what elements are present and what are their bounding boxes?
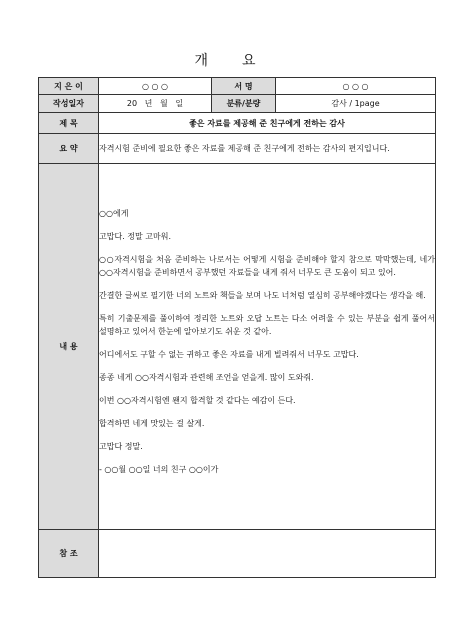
letter-paragraph: 종종 네게 ○○자격시험과 관련해 조언을 얻을게. 많이 도와줘. [99,373,314,382]
category-value: 감사 / 1page [276,95,436,113]
content-label: 내 용 [39,164,99,530]
title-char-1: 개 [194,53,208,69]
author-row [39,78,436,95]
summary-row [39,134,436,164]
letter-body [99,164,436,530]
author-value: ○ ○ ○ [99,78,212,95]
subject-value: 좋은 자료를 제공해 준 친구에게 전하는 감사 [99,113,436,134]
letter-paragraph: 어디에서도 구할 수 없는 귀하고 좋은 자료를 내게 빌려줘서 너무도 고맙다. [99,350,359,359]
summary-value: 자격시험 준비에 필요한 좋은 자료를 제공해 준 친구에게 전하는 감사의 편지입니다. [99,134,436,164]
letter-paragraph: - ○○월 ○○일 너의 친구 ○○이가 [99,465,219,474]
signature-value: ○ ○ ○ [276,78,436,95]
date-label: 작성일자 [39,95,99,113]
letter-paragraph: 이번 ○○자격시험엔 왠지 합격할 것 같다는 예감이 든다. [99,396,296,405]
subject-label: 제 목 [39,113,99,134]
document-title [0,50,450,70]
letter-paragraph: ○○에게 [99,209,129,218]
letter-paragraph: 간결한 글씨로 필기한 너의 노트와 책들을 보며 나도 너처럼 열심히 공부해야겠다는 생각을 해. [99,291,426,300]
title-char-2: 요 [242,53,256,69]
letter-paragraph: 고맙다 정말. [99,442,143,451]
signature-label: 서 명 [212,78,276,95]
category-label: 분류/분량 [212,95,276,113]
reference-label: 참 조 [39,530,99,578]
content-row [39,164,436,530]
letter-paragraph: 특히 기출문제를 풀이하여 정리한 노트와 오답 노트는 다소 어려울 수 있는 부분을 쉽게 풀어서 설명하고 있어서 한눈에 알아보기도 쉬운 것 같아. [99,314,435,336]
letter-paragraph: 고맙다. 정말 고마워. [99,232,171,241]
letter-paragraph: ○○자격시험을 처음 준비하는 나로서는 어떻게 시험을 준비해야 할지 참으로 막막했는데, 네가 ○○자격시험을 준비하면서 공부했던 자료들을 내게 줘서 너무도 큰 도움이 되고 있어. [99,255,435,277]
author-label: 지 은 이 [39,78,99,95]
summary-label: 요 약 [39,134,99,164]
summary-form-table [38,77,436,578]
date-value: 20 년 월 일 [99,95,212,113]
letter-paragraph: 합격하면 네게 맛있는 걸 살게. [99,419,205,428]
subject-row [39,113,436,134]
date-row [39,95,436,113]
reference-row [39,530,436,578]
reference-value [99,530,436,578]
